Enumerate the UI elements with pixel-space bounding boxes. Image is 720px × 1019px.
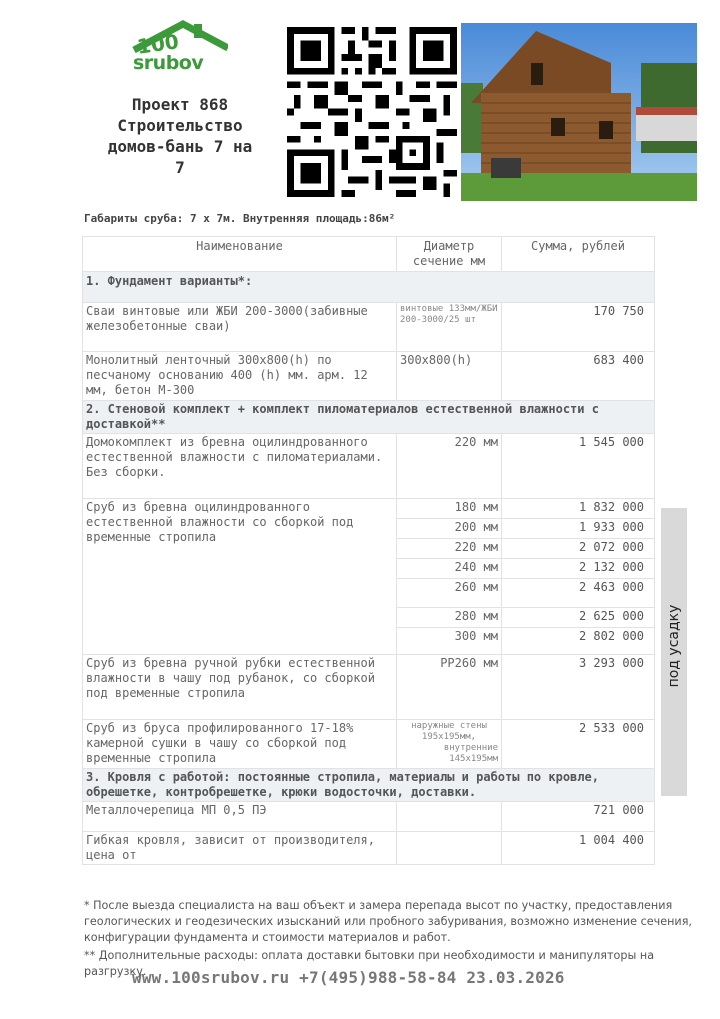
row-diameter: 180 мм: [397, 499, 502, 519]
project-title-line: Строительство: [117, 116, 243, 135]
col-header-sum: Сумма, рублей: [502, 237, 655, 272]
row-name: Сруб из бруса профилированного 17-18% камерной сушки в чашу со сборкой под временные стропила: [83, 720, 397, 769]
row-sum: 3 293 000: [502, 655, 655, 720]
row-sum: 2 132 000: [502, 559, 655, 579]
row-diameter: 220 мм: [397, 434, 502, 499]
qr-code: [287, 26, 457, 198]
row-diameter: винтовые 133мм/ЖБИ 200-3000/25 шт: [397, 303, 502, 352]
row-sum: 1 004 400: [502, 832, 655, 865]
row-sum: 1 832 000: [502, 499, 655, 519]
row-sum: 2 802 000: [502, 628, 655, 655]
project-title-line: 7: [175, 158, 185, 177]
row-sum: 1 933 000: [502, 519, 655, 539]
section-title: 1. Фундамент варианты*:: [83, 272, 655, 303]
row-diameter: 240 мм: [397, 559, 502, 579]
table-row: [83, 802, 655, 832]
row-name: Домокомплект из бревна оцилиндрованного естественной влажности с пиломатериалами. Без сборки.: [83, 434, 397, 499]
row-diameter: РР260 мм: [397, 655, 502, 720]
table-row: [83, 434, 655, 499]
footnote-2: ** Дополнительные расходы: оплата доставки бытовки при необходимости и манипуляторы на разгрузку.: [84, 949, 655, 978]
row-sum: 2 625 000: [502, 608, 655, 628]
row-diameter: 200 мм: [397, 519, 502, 539]
footnote-1: * После выезда специалиста на ваш объект и замера перепада высот по участку, предоставления геологических и геодезических изысканий или пробного забуривания, возможно изменение сечения, конфигурации фундамента и стоимости материалов и работ.: [84, 899, 692, 944]
section-title: 3. Кровля с работой: постоянные стропила, материалы и работы по кровле, обрешетке, контробрешетке, крюки водосточки, доставки.: [83, 769, 655, 802]
table-row: [83, 832, 655, 865]
price-table: [82, 236, 655, 865]
row-name: Сруб из бревна оцилиндрованного естественной влажности со сборкой под временные стропила: [83, 499, 397, 655]
table-header-row: [83, 237, 655, 272]
row-diameter: [397, 720, 502, 769]
section-row: [83, 272, 655, 303]
section-title: 2. Стеновой комплект + комплект пиломатериалов естественной влажности с доставкой**: [83, 401, 655, 434]
table-row: [83, 303, 655, 352]
table-row: [83, 499, 655, 519]
row-diameter: 300x800(h): [397, 352, 502, 401]
diameter-line: наружные стены: [411, 721, 487, 731]
table-row: [83, 655, 655, 720]
footer-contacts: www.100srubov.ru +7(495)988-58-84 23.03.2026: [132, 968, 565, 987]
row-diameter: 260 мм: [397, 579, 502, 608]
row-name: Сруб из бревна ручной рубки естественной влажности в чашу под рубанок, со сборкой под временные стропила: [83, 655, 397, 720]
row-name: Металлочерепица МП 0,5 ПЭ: [83, 802, 397, 832]
row-sum: 2 072 000: [502, 539, 655, 559]
project-title: [80, 94, 280, 178]
row-diameter: [397, 802, 502, 832]
row-diameter: 220 мм: [397, 539, 502, 559]
section-row: [83, 401, 655, 434]
row-name: Гибкая кровля, зависит от производителя, цена от: [83, 832, 397, 865]
col-header-diameter: Диаметр сечение мм: [397, 237, 502, 272]
logo-wordmark: srubov: [133, 52, 204, 74]
table-row: [83, 352, 655, 401]
project-title-line: Проект 868: [131, 95, 229, 114]
house-photo: [461, 23, 697, 201]
logo-number: 100: [135, 29, 181, 59]
row-name: Монолитный ленточный 300x800(h) по песчаному основанию 400 (h) мм. арм. 12 мм, бетон М-300: [83, 352, 397, 401]
row-sum: 1 545 000: [502, 434, 655, 499]
row-sum: 721 000: [502, 802, 655, 832]
diameter-line: 145x195мм: [449, 754, 498, 764]
row-diameter: 300 мм: [397, 628, 502, 655]
dimensions-caption: Габариты сруба: 7 x 7м. Внутренняя площадь:86м²: [84, 212, 396, 225]
row-sum: 2 463 000: [502, 579, 655, 608]
row-sum: 2 533 000: [502, 720, 655, 769]
diameter-line: 195x195мм,: [421, 732, 477, 742]
section-row: [83, 769, 655, 802]
diameter-line: внутренние: [443, 743, 498, 753]
col-header-name: Наименование: [83, 237, 397, 272]
row-sum: 170 750: [502, 303, 655, 352]
row-sum: 683 400: [502, 352, 655, 401]
shrinkage-side-tab: [661, 508, 687, 796]
row-name: Сваи винтовые или ЖБИ 200-3000(забивные железобетонные сваи): [83, 303, 397, 352]
row-diameter: 280 мм: [397, 608, 502, 628]
row-diameter: [397, 832, 502, 865]
project-title-line: домов-бань 7 на: [107, 137, 253, 156]
table-row: [83, 720, 655, 769]
side-tab-label: под усадку: [666, 604, 682, 688]
